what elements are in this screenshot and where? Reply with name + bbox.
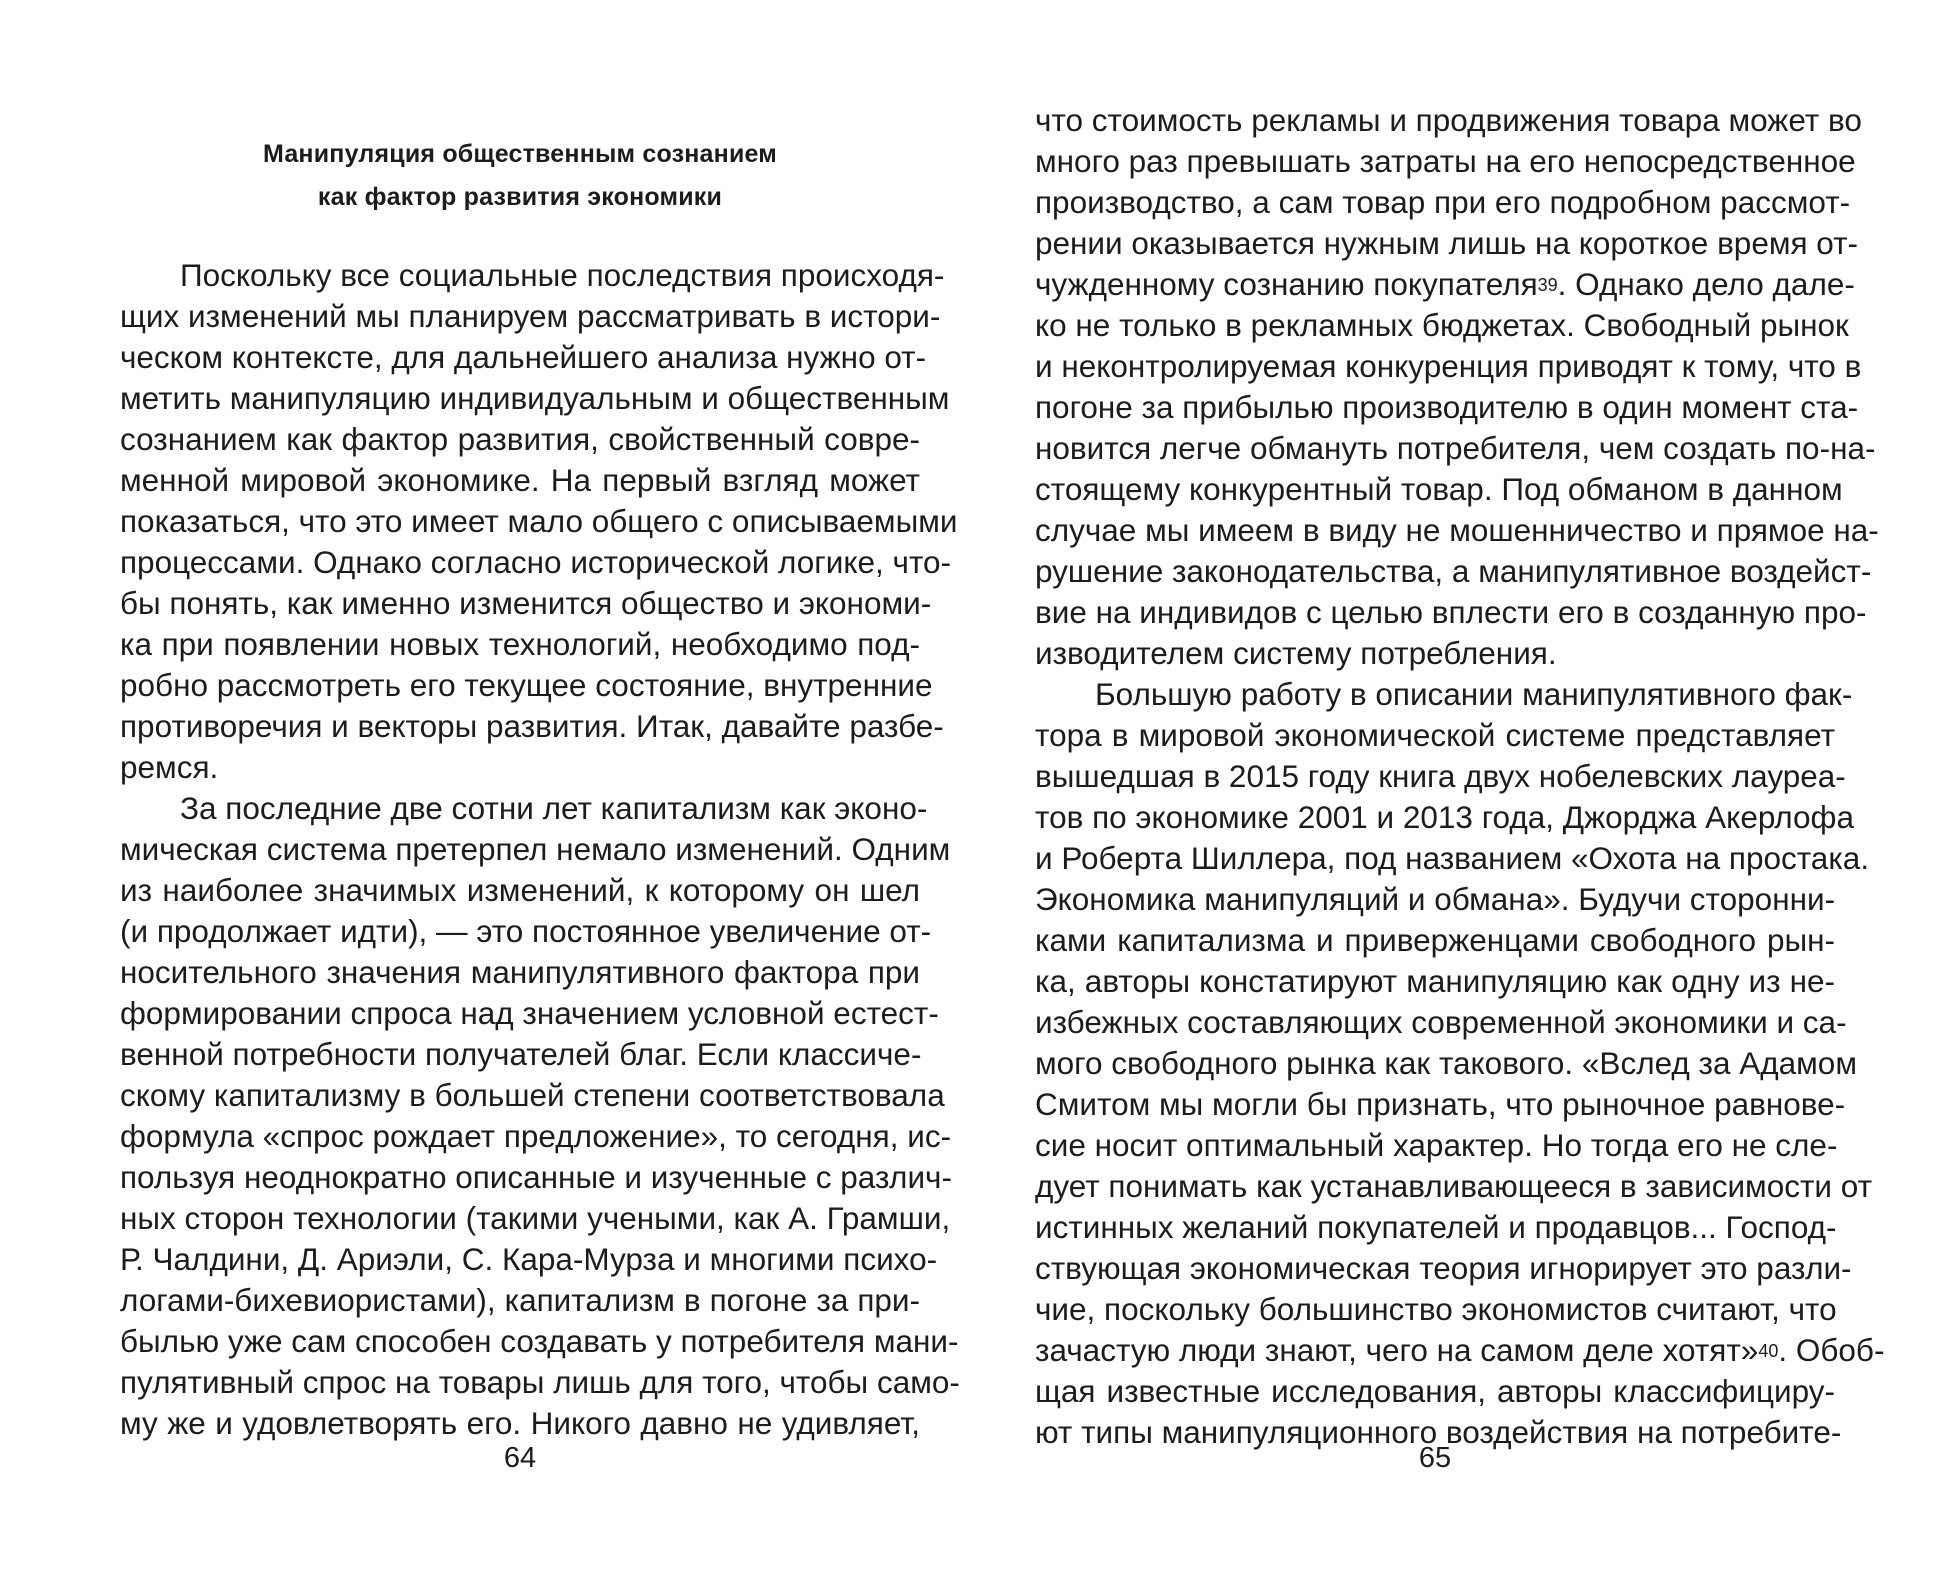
text-line: из наиболее значимых изменений, к которому он шел [120, 872, 920, 908]
text-line: ческом контексте, для дальнейшего анализа нужно от- [120, 339, 927, 375]
chapter-heading-line-1: Манипуляция общественным сознанием [263, 140, 777, 168]
text-line: вие на индивидов с целью вплести его в созданную про- [1035, 594, 1867, 630]
text-line: венной потребности получателей благ. Если классиче- [120, 1036, 922, 1072]
text-line: показаться, что это имеет мало общего с описываемыми [120, 503, 958, 539]
text-line: былью уже сам способен создавать у потребителя мани- [120, 1323, 959, 1359]
text-segment: зачастую люди знают, чего на самом деле хотят» [1035, 1332, 1759, 1368]
text-line: ют типы манипуляционного воздействия на потребите- [1035, 1414, 1842, 1450]
text-segment: чужденному сознанию покупателя [1035, 266, 1538, 302]
text-line: производство, а сам товар при его подробном рассмот- [1035, 184, 1851, 220]
text-line: щих изменений мы планируем рассматривать в истори- [120, 298, 941, 334]
text-line: менной мировой экономике. На первый взгляд может [120, 462, 920, 498]
footnote-ref: 39 [1537, 275, 1558, 295]
text-line: ремся. [120, 749, 219, 785]
text-line: Большую работу в описании манипулятивного фак- [1095, 676, 1853, 712]
footnote-ref: 40 [1758, 1341, 1779, 1361]
text-line: случае мы имеем в виду не мошенничество и прямое на- [1035, 512, 1879, 548]
text-line: пулятивный спрос на товары лишь для того, чтобы само- [120, 1364, 960, 1400]
page-number: 64 [503, 1442, 537, 1474]
text-line: метить манипуляцию индивидуальным и общественным [120, 380, 950, 416]
text-line: Поскольку все социальные последствия происходя- [180, 257, 945, 293]
text-line: погоне за прибылью производителю в один момент ста- [1035, 389, 1859, 425]
text-line: чие, поскольку большинство экономистов считают, что [1035, 1291, 1837, 1327]
chapter-heading-line-2: как фактор развития экономики [317, 183, 723, 211]
text-segment: . Обоб- [1778, 1332, 1885, 1368]
text-line: много раз превышать затраты на его непосредственное [1035, 143, 1856, 179]
text-line: сие носит оптимальный характер. Но тогда его не сле- [1035, 1127, 1838, 1163]
text-line: бы понять, как именно изменится общество и экономи- [120, 585, 932, 621]
text-line: тов по экономике 2001 и 2013 года, Джорджа Акерлофа [1035, 799, 1854, 835]
text-line: рушение законодательства, а манипулятивное воздейст- [1035, 553, 1872, 589]
text-line: носительного значения манипулятивного фактора при [120, 954, 920, 990]
text-line: щая известные исследования, авторы классифициру- [1035, 1373, 1835, 1409]
text-line: избежных составляющих современной экономики и са- [1035, 1004, 1847, 1040]
text-line: скому капитализму в большей степени соответствовала [120, 1077, 945, 1113]
text-line: Р. Чалдини, Д. Ариэли, С. Кара-Мурза и многими психо- [120, 1241, 938, 1277]
text-line: противоречия и векторы развития. Итак, давайте разбе- [120, 708, 944, 744]
text-line: дует понимать как устанавливающееся в зависимости от [1035, 1168, 1872, 1204]
text-line: рении оказывается нужным лишь на короткое время от- [1035, 225, 1859, 261]
text-line: ками капитализма и приверженцами свободного рын- [1035, 922, 1835, 958]
text-line: вышедшая в 2015 году книга двух нобелевских лауреа- [1035, 758, 1846, 794]
text-line: формула «спрос рождает предложение», то сегодня, ис- [120, 1118, 952, 1154]
text-line [1035, 1327, 1885, 1373]
text-line: и Роберта Шиллера, под названием «Охота на простака. [1035, 840, 1870, 876]
text-line: пользуя неоднократно описанные и изученные с различ- [120, 1159, 952, 1195]
text-line: За последние две сотни лет капитализм как эконо- [180, 790, 928, 826]
text-line: сознанием как фактор развития, свойственный совре- [120, 421, 920, 457]
text-line: Смитом мы могли бы признать, что рыночное равнове- [1035, 1086, 1846, 1122]
text-line: что стоимость рекламы и продвижения товара может во [1035, 102, 1862, 138]
text-line: изводителем систему потребления. [1035, 635, 1557, 671]
text-line: ка при появлении новых технологий, необходимо под- [120, 626, 920, 662]
text-line: (и продолжает идти), — это постоянное увеличение от- [120, 913, 932, 949]
text-line [1035, 261, 1855, 307]
text-line: тора в мировой экономической системе представляет [1035, 717, 1835, 753]
text-line: процессами. Однако согласно исторической логике, что- [120, 544, 952, 580]
text-line: новится легче обмануть потребителя, чем создать по-на- [1035, 430, 1876, 466]
text-line: мическая система претерпел немало изменений. Одним [120, 831, 951, 867]
text-line: формировании спроса над значением условной естест- [120, 995, 939, 1031]
text-line: стоящему конкурентный товар. Под обманом в данном [1035, 471, 1843, 507]
text-line: ствующая экономическая теория игнорирует это разли- [1035, 1250, 1852, 1286]
text-line: робно рассмотреть его текущее состояние, внутренние [120, 667, 933, 703]
text-line: логами-бихевиористами), капитализм в погоне за при- [120, 1282, 920, 1318]
text-line: мого свободного рынка как такового. «Вслед за Адамом [1035, 1045, 1857, 1081]
page-number: 65 [1418, 1442, 1452, 1474]
text-line: ных сторон технологии (такими учеными, как А. Грамши, [120, 1200, 951, 1236]
text-line: истинных желаний покупателей и продавцов... Господ- [1035, 1209, 1837, 1245]
text-line: и неконтролируемая конкуренция приводят к тому, что в [1035, 348, 1862, 384]
text-segment: . Однако дело дале- [1557, 266, 1855, 302]
text-line: ка, авторы констатируют манипуляцию как одну из не- [1035, 963, 1835, 999]
text-line: Экономика манипуляций и обмана». Будучи сторонни- [1035, 881, 1836, 917]
text-line: ко не только в рекламных бюджетах. Свободный рынок [1035, 307, 1849, 343]
text-line: му же и удовлетворять его. Никого давно не удивляет, [120, 1405, 920, 1441]
